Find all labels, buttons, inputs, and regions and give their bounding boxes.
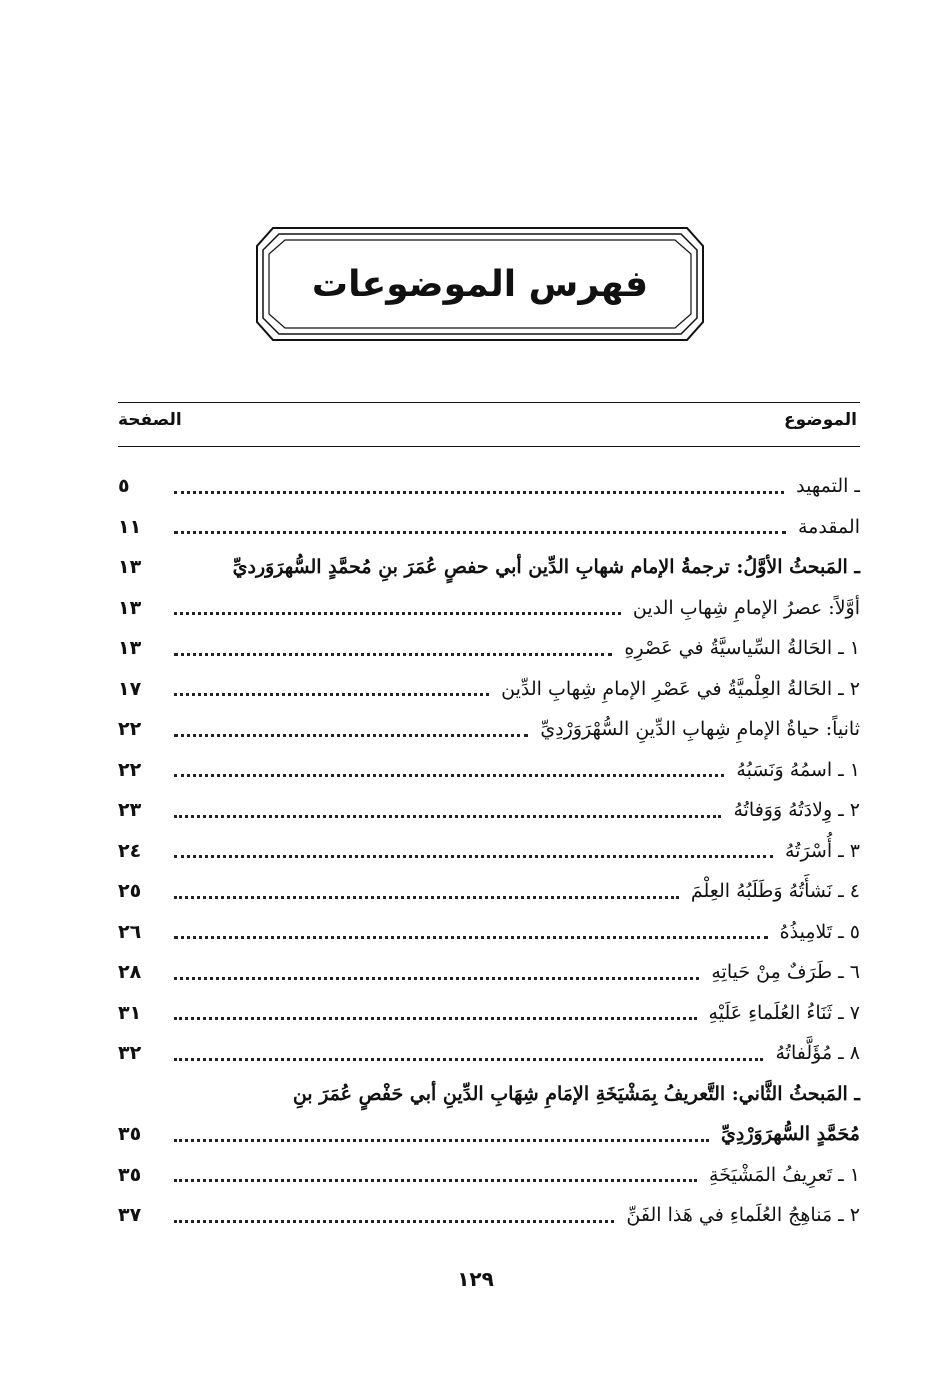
toc-entry: [118, 466, 860, 507]
toc-entry: [118, 750, 860, 791]
dot-leader: [174, 734, 528, 737]
toc-entry-title: ٢ ـ مَناهِجُ العُلَماءِ في هَذا الفَنِّ: [626, 1204, 860, 1227]
toc-entry-page: ١٣: [118, 637, 142, 660]
toc-entry-page: ٢٢: [118, 718, 142, 741]
toc-entry-title: ثانياً: حياةُ الإمامِ شِهابِ الدِّينِ السُّهْرَوَرْدِيِّ: [540, 718, 860, 741]
dot-leader: [174, 1017, 697, 1020]
dot-leader: [174, 815, 721, 818]
toc-entry: [118, 547, 860, 588]
toc-entry-page: ٣٥: [118, 1163, 142, 1186]
toc-entry: [118, 912, 860, 953]
toc-entry: [118, 952, 860, 993]
toc-entry-title: ٣ ـ أُسْرَتُهُ: [784, 839, 860, 862]
dot-leader: [174, 1179, 697, 1182]
toc-entry: [118, 1155, 860, 1196]
toc-entry: [118, 993, 860, 1034]
toc-entry-page: ٢٨: [118, 961, 142, 984]
toc-entry-page: ٥: [118, 475, 130, 498]
toc-entry-page: ٣١: [118, 1001, 142, 1024]
toc-entry-page: ٣٧: [118, 1204, 142, 1227]
toc-entry: [118, 871, 860, 912]
toc-entry: [118, 507, 860, 548]
page-title: فهرس الموضوعات: [311, 263, 649, 305]
toc-entry: [118, 709, 860, 750]
toc-entry: [118, 669, 860, 710]
toc-entry-title: المقدمة: [797, 515, 860, 538]
page-number: ١٢٩: [457, 1267, 494, 1291]
dot-leader: [174, 1139, 709, 1142]
toc-entry-title: ٨ ـ مُؤَلَّفاتُهُ: [775, 1042, 860, 1065]
toc-entry-page: ٢٤: [118, 839, 142, 862]
toc-entry-title: ـ المَبحثُ الثَّاني: التَّعريفُ بِمَشْيَخَةِ الإمَامِ شِهَابِ الدِّينِ أبي حَفْصٍ عُمَرَ بنِ: [292, 1082, 860, 1105]
toc-entry-page: ٢٢: [118, 758, 142, 781]
toc-list: [118, 466, 860, 1236]
toc-entry: [118, 1195, 860, 1236]
toc-entry: [118, 790, 860, 831]
header-bottom-rule: [118, 446, 860, 447]
dot-leader: [174, 653, 612, 656]
page-column-header: الصفحة: [118, 410, 182, 430]
toc-entry-page: ١١: [118, 515, 142, 538]
toc-entry-title: ـ المَبحثُ الأوَّلُ: ترجمةُ الإمام شهابِ الدِّين أبي حفصٍ عُمَرَ بنِ مُحمَّدٍ السُّهرَوَرديِّ: [232, 556, 860, 579]
dot-leader: [174, 491, 784, 494]
toc-entry-title: ٦ ـ طَرَفٌ مِنْ حَياتِهِ: [711, 961, 860, 984]
toc-entry-page: ١٧: [118, 677, 142, 700]
toc-entry-page: ٢٣: [118, 799, 142, 822]
toc-entry-page: ١٣: [118, 556, 142, 579]
dot-leader: [174, 855, 773, 858]
dot-leader: [174, 896, 679, 899]
toc-entry-title: ٤ ـ نَشأَتُهُ وَطَلَبُهُ العِلْمَ: [690, 880, 860, 903]
dot-leader: [174, 1058, 763, 1061]
toc-entry: [118, 1033, 860, 1074]
toc-entry-title: ٥ ـ تَلامِيذُهُ: [779, 920, 860, 943]
toc-entry-page: ١٣: [118, 596, 142, 619]
title-frame: [255, 226, 705, 342]
dot-leader: [174, 1220, 614, 1223]
toc-entry-title: مُحَمَّدٍ السُّهرَوَرْدِيِّ: [721, 1123, 860, 1146]
dot-leader: [174, 977, 699, 980]
dot-leader: [174, 531, 786, 534]
toc-entry: [118, 1074, 860, 1115]
dot-leader: [174, 936, 768, 939]
toc-entry: [118, 831, 860, 872]
toc-entry-title: ـ التمهيد: [796, 475, 860, 498]
toc-entry-title: ٢ ـ الحَالةُ العِلْميَّةُ في عَصْرِ الإمامِ شِهابِ الدِّين: [501, 677, 860, 700]
header-top-rule: [118, 402, 860, 403]
toc-entry-title: ١ ـ اسمُهُ وَنَسَبُهُ: [736, 758, 860, 781]
toc-entry-title: ٢ ـ وِلادَتُهُ وَوَفاتُهُ: [733, 799, 860, 822]
toc-entry-title: ١ ـ تَعرِيفُ المَشْيَخَةِ: [709, 1163, 860, 1186]
toc-entry-page: ٣٢: [118, 1042, 142, 1065]
toc-entry-page: ٣٥: [118, 1123, 142, 1146]
toc-entry-page: ٢٥: [118, 880, 142, 903]
topic-column-header: الموضوع: [784, 410, 857, 430]
toc-entry: [118, 628, 860, 669]
toc-entry-title: ١ ـ الحَالةُ السِّياسيَّةُ في عَصْرِهِ: [624, 637, 860, 660]
toc-entry: [118, 1114, 860, 1155]
toc-entry-page: ٢٦: [118, 920, 142, 943]
dot-leader: [174, 693, 489, 696]
toc-entry-title: ٧ ـ ثَنَاءُ العُلَماءِ عَلَيْهِ: [708, 1001, 860, 1024]
dot-leader: [174, 612, 621, 615]
dot-leader: [174, 774, 724, 777]
toc-entry: [118, 588, 860, 629]
toc-entry-title: أوَّلاً: عصرُ الإمامِ شِهابِ الدين: [632, 596, 860, 619]
